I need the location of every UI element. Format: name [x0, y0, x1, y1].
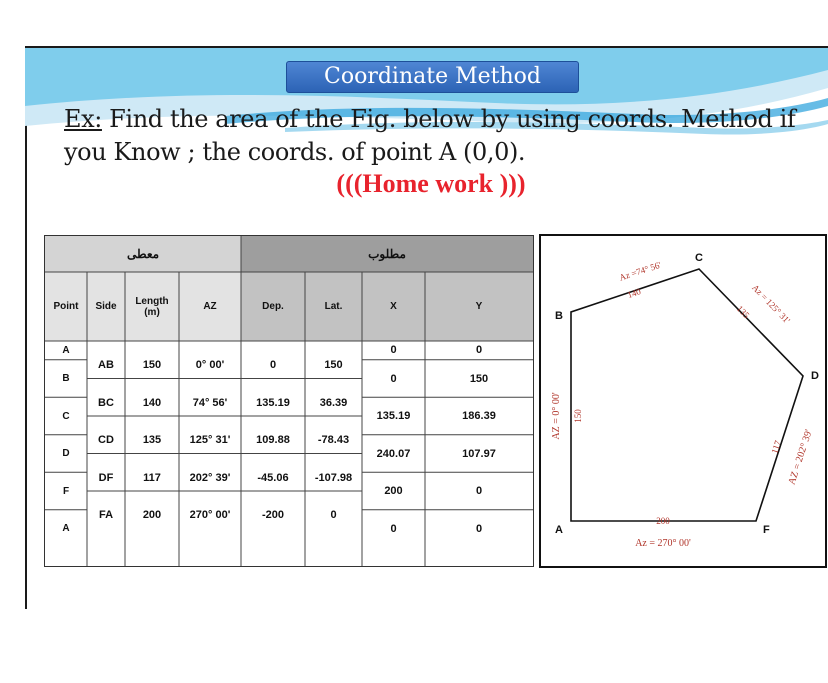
question-line-1: Find the area of the Fig. below by using coords. Method if — [101, 105, 796, 133]
given-group-header: معطى — [126, 247, 160, 261]
length-CD: 135 — [734, 303, 752, 321]
side-cell-lat: -78.43 — [317, 434, 350, 447]
question-text — [64, 103, 804, 169]
coordinate-y: 0 — [475, 344, 483, 357]
coordinate-y: 186.39 — [462, 410, 496, 422]
coordinate-y: 150 — [469, 372, 489, 385]
column-header: Length (m) — [135, 295, 169, 318]
side-cell-az: 270° 00' — [189, 509, 231, 522]
coordinate-x: 240.07 — [376, 447, 411, 460]
side-cell-dep: 109.88 — [256, 434, 290, 447]
side-cell-lat: 36.39 — [319, 396, 348, 409]
point-label: F — [62, 485, 70, 497]
question-prefix: Ex: — [64, 105, 102, 133]
point-label: A — [62, 523, 70, 534]
side-cell-length: 150 — [142, 359, 162, 372]
coordinates-table — [44, 235, 534, 567]
vertex-label-B: B — [555, 310, 563, 322]
coordinate-x: 0 — [390, 344, 397, 357]
side-cell-length: 135 — [142, 434, 162, 447]
azimuth-FA: Az = 270° 00' — [635, 538, 691, 549]
coordinate-y: 0 — [475, 522, 483, 535]
side-cell-az: 0° 00' — [195, 359, 225, 372]
coordinate-x: 0 — [390, 522, 397, 535]
side-cell-lat: 150 — [324, 359, 343, 372]
column-header: Side — [95, 301, 117, 312]
coordinate-x: 0 — [390, 372, 397, 385]
side-cell-lat: -107.98 — [314, 471, 353, 484]
column-header: AZ — [203, 301, 217, 312]
side-cell-length: 200 — [142, 509, 162, 522]
point-label: B — [62, 373, 70, 384]
side-cell-az: 125° 31' — [189, 434, 231, 447]
side-cell-side: CD — [98, 434, 114, 447]
side-cell-lat: 0 — [330, 509, 337, 522]
column-header: Lat. — [324, 301, 343, 312]
side-cell-az: 202° 39' — [189, 471, 231, 484]
point-label: D — [62, 448, 70, 459]
side-cell-dep: 0 — [269, 359, 277, 372]
coordinate-x: 200 — [384, 485, 403, 497]
side-cell-side: DF — [98, 471, 114, 484]
column-header: X — [390, 301, 397, 312]
length-DF: 117 — [769, 439, 783, 455]
azimuth-AB: AZ = 0° 00' — [551, 392, 562, 440]
column-header: Y — [475, 301, 483, 312]
coordinate-y: 107.97 — [462, 447, 496, 460]
vertex-label-C: C — [695, 252, 703, 264]
point-label: A — [62, 344, 70, 356]
column-header: Dep. — [262, 301, 284, 312]
homework-label: (((Home work ))) — [336, 169, 526, 198]
required-group-header: مطلوب — [368, 247, 406, 261]
length-BC: 140 — [626, 286, 643, 300]
vertex-label-F: F — [763, 524, 770, 536]
column-header: Point — [53, 301, 79, 312]
azimuth-DF: AZ = 202° 39' — [786, 428, 815, 487]
side-cell-dep: -45.06 — [257, 471, 289, 484]
azimuth-CD: Az = 125° 31' — [750, 282, 793, 326]
side-cell-dep: -200 — [261, 509, 285, 522]
question-line-2: you Know ; the coords. of point A (0,0). — [64, 138, 526, 166]
side-cell-side: FA — [98, 509, 114, 522]
azimuth-BC: Az =74° 56' — [617, 259, 663, 283]
side-cell-dep: 135.19 — [256, 396, 290, 409]
side-cell-az: 74° 56' — [192, 396, 228, 409]
side-cell-length: 140 — [142, 396, 162, 409]
point-label: C — [62, 410, 70, 422]
side-cell-side: BC — [98, 396, 114, 409]
coordinate-x: 135.19 — [376, 410, 411, 422]
length-AB: 150 — [573, 409, 583, 423]
vertex-label-D: D — [811, 370, 819, 382]
traverse-figure — [539, 234, 827, 568]
side-cell-length: 117 — [143, 471, 161, 484]
vertex-label-A: A — [555, 524, 563, 536]
traverse-figure-drawing — [541, 236, 825, 566]
length-FA: 200 — [656, 516, 670, 526]
slide-title: Coordinate Method — [286, 61, 579, 93]
side-cell-side: AB — [98, 359, 114, 372]
coordinate-y: 0 — [475, 485, 483, 497]
slide — [25, 46, 828, 609]
